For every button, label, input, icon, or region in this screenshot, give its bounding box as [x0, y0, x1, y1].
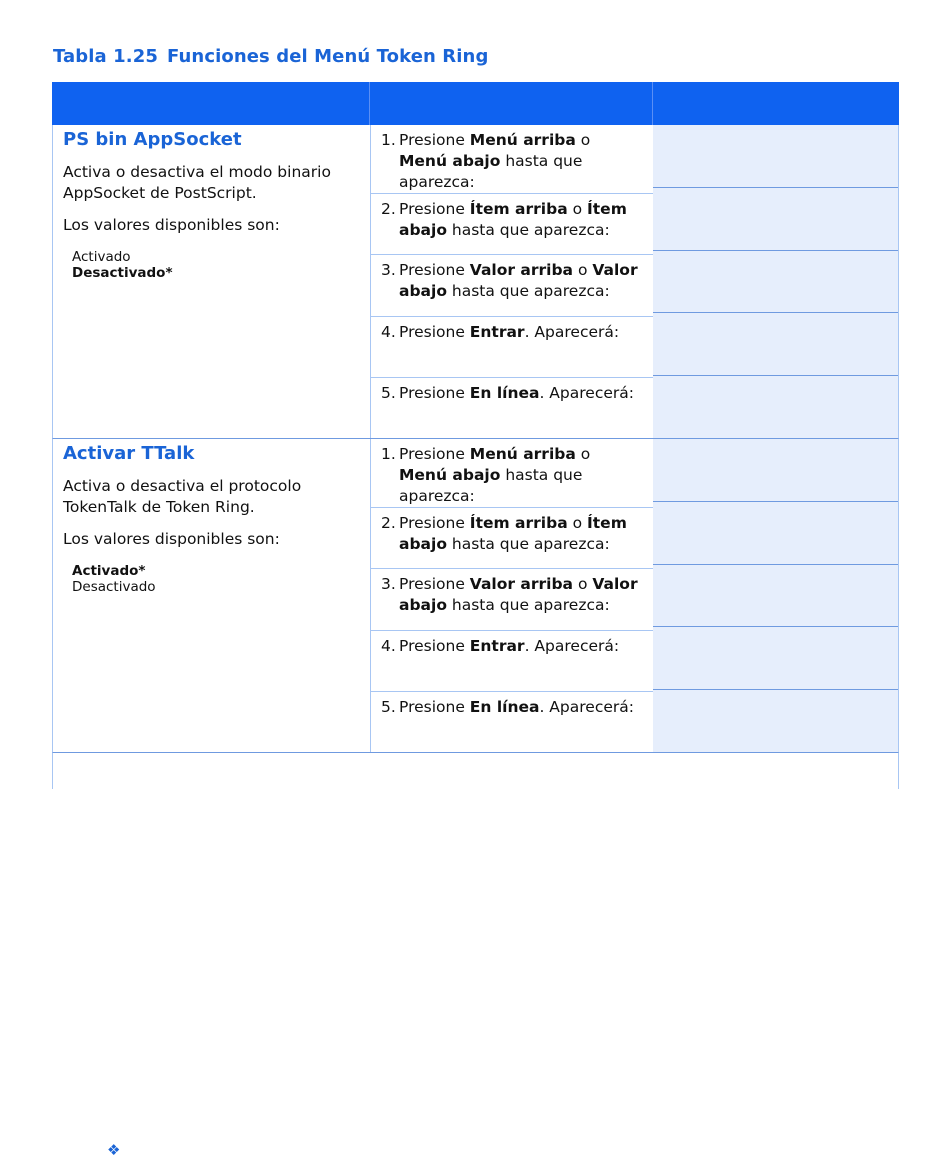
step-number: 1.: [381, 131, 396, 149]
steps-cell: [371, 439, 653, 752]
table-caption: [53, 46, 488, 67]
step-number: 3.: [381, 575, 396, 594]
step-2: [371, 508, 653, 569]
display-area: [653, 439, 898, 502]
steps-cell: [371, 125, 653, 438]
available-values-label: Los valores disponibles son:: [63, 530, 280, 548]
setting-title: PS bin AppSocket: [63, 129, 242, 150]
step-1: [371, 125, 653, 194]
step-number: 3.: [381, 261, 396, 280]
section-activar-ttalk: [52, 439, 899, 753]
setting-description-cell: [53, 439, 371, 752]
section-ps-bin-appsocket: [52, 125, 899, 439]
token-ring-menu-table: [52, 82, 899, 789]
display-area: [653, 627, 898, 690]
value-options: [72, 249, 370, 281]
table-continuation-row: [52, 753, 899, 789]
display-area: [653, 690, 898, 752]
display-area: [653, 376, 898, 438]
setting-description: Activa o desactiva el modo binario AppSocket de PostScript.: [63, 163, 331, 202]
step-text: Presione En línea. Aparecerá:: [399, 697, 634, 716]
step-text: Presione Menú arriba o Menú abajo hasta que aparezca:: [399, 131, 591, 191]
header-cell-setting: [52, 82, 370, 125]
setting-title: Activar TTalk: [63, 443, 195, 464]
step-number: 1.: [381, 445, 396, 463]
step-text: Presione En línea. Aparecerá:: [399, 383, 634, 402]
setting-description: Activa o desactiva el protocolo TokenTalk de Token Ring.: [63, 477, 302, 516]
value-option-default: Desactivado*: [72, 265, 173, 281]
step-text: Presione Entrar. Aparecerá:: [399, 322, 620, 341]
step-3: [371, 255, 653, 316]
available-values-label: Los valores disponibles son:: [63, 216, 280, 234]
value-option: Activado: [72, 249, 131, 265]
display-area: [653, 565, 898, 628]
display-cell: [653, 439, 898, 752]
step-text: Presione Ítem arriba o Ítem abajo hasta que aparezca:: [399, 200, 627, 239]
step-5: [371, 378, 653, 438]
display-area: [653, 125, 898, 188]
step-text: Presione Valor arriba o Valor abajo hasta que aparezca:: [399, 261, 638, 301]
step-3: [371, 569, 653, 630]
step-text: Presione Ítem arriba o Ítem abajo hasta que aparezca:: [399, 514, 627, 553]
step-5: [371, 692, 653, 752]
step-number: 5.: [381, 697, 396, 716]
setting-description-cell: [53, 125, 371, 438]
display-area: [653, 251, 898, 314]
step-number: 4.: [381, 636, 396, 655]
value-option-default: Activado*: [72, 563, 146, 579]
step-text: Presione Entrar. Aparecerá:: [399, 636, 620, 655]
table-number: Tabla 1.25: [53, 46, 158, 67]
table-header-row: [52, 82, 899, 125]
value-option: Desactivado: [72, 579, 156, 595]
step-4: [371, 631, 653, 692]
display-area: [653, 502, 898, 565]
header-cell-display: [653, 82, 899, 125]
step-2: [371, 194, 653, 255]
step-text: Presione Menú arriba o Menú abajo hasta que aparezca:: [399, 445, 591, 505]
header-cell-steps: [370, 82, 653, 125]
step-number: 4.: [381, 322, 396, 341]
display-area: [653, 188, 898, 251]
step-text: Presione Valor arriba o Valor abajo hasta que aparezca:: [399, 575, 638, 615]
table-title: Funciones del Menú Token Ring: [166, 46, 489, 67]
step-1: [371, 439, 653, 508]
step-number: 2.: [381, 514, 396, 532]
step-4: [371, 317, 653, 378]
display-area: [653, 313, 898, 376]
step-number: 5.: [381, 383, 396, 402]
footer-diamond-icon: ❖: [107, 1141, 121, 1159]
step-number: 2.: [381, 200, 396, 218]
value-options: [72, 563, 370, 595]
display-cell: [653, 125, 898, 438]
